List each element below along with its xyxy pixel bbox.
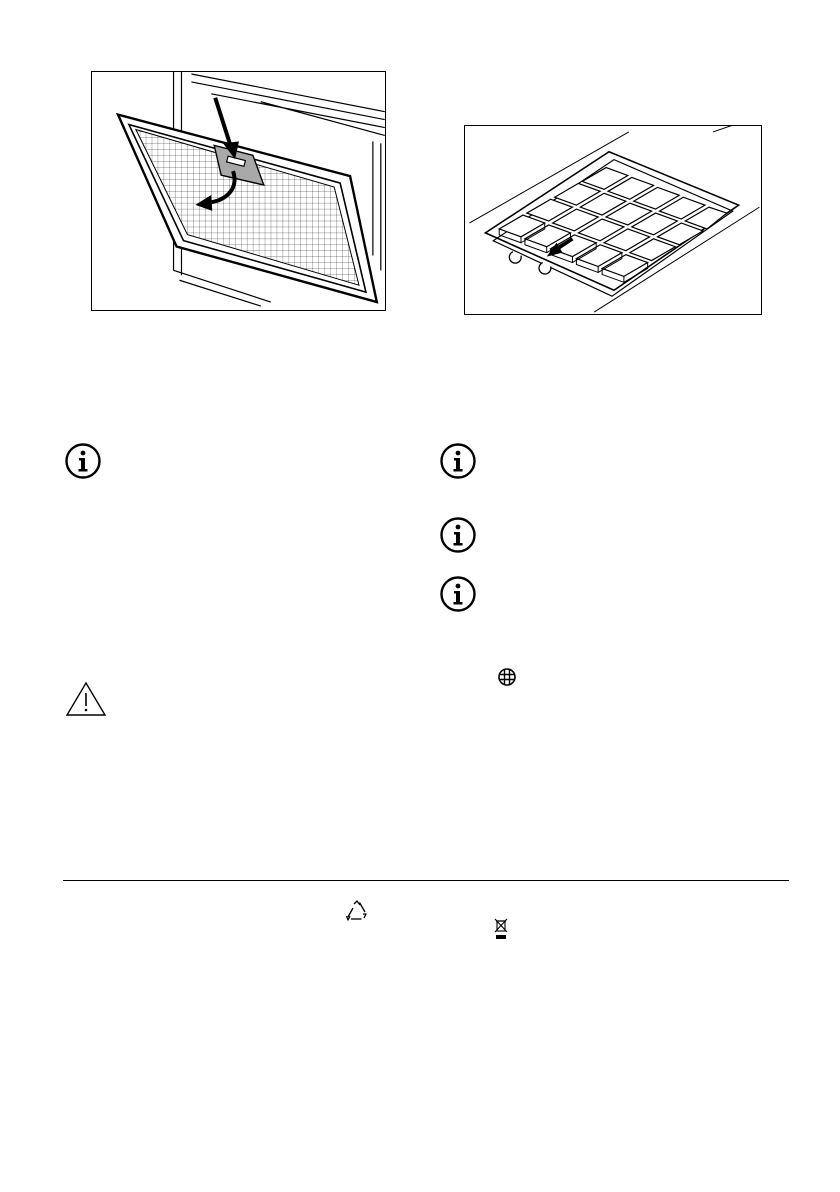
grease-filter-illustration bbox=[92, 72, 385, 310]
recycle-icon bbox=[345, 899, 369, 923]
info-icon bbox=[439, 575, 477, 613]
carbon-filter-figure bbox=[464, 125, 762, 315]
crossed-bin-icon bbox=[493, 917, 509, 941]
info-icon bbox=[439, 516, 477, 554]
footer-divider bbox=[63, 880, 789, 881]
info-icon bbox=[64, 442, 102, 480]
warning-triangle-icon bbox=[65, 681, 107, 717]
info-icon bbox=[439, 442, 477, 480]
carbon-filter-illustration bbox=[465, 126, 761, 314]
grease-filter-figure bbox=[91, 71, 386, 311]
grid-globe-icon bbox=[497, 667, 517, 687]
